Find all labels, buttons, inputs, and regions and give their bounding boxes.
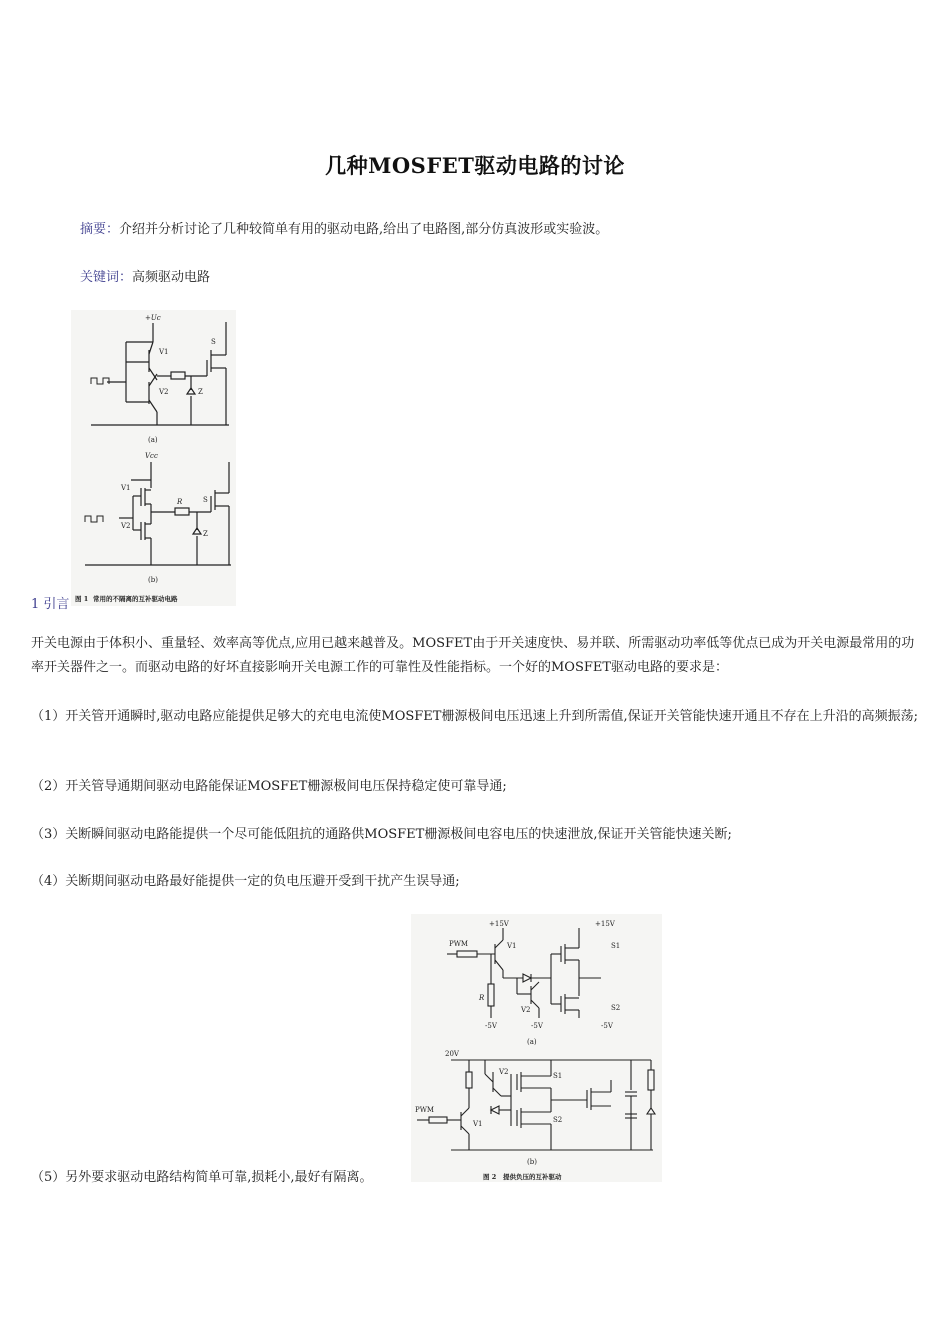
keywords-text: 高频驱动电路 — [132, 270, 211, 285]
fig2-pwm-a: PWM — [449, 940, 469, 948]
fig2-p15b: +15V — [595, 920, 615, 928]
fig2-m5a: -5V — [485, 1022, 497, 1030]
fig2-caption-num: 图 2 — [483, 1173, 497, 1181]
fig2-m5b: -5V — [531, 1022, 543, 1030]
keywords-label: 关键词： — [80, 270, 133, 285]
fig1-z-b: Z — [203, 530, 208, 538]
fig2-s2-a: S2 — [611, 1004, 621, 1012]
figure-1-circuit — [71, 310, 236, 606]
fig2-r-a: R — [479, 994, 485, 1002]
fig1-v1-a: V1 — [159, 348, 169, 356]
requirement-4: （4）关断期间驱动电路最好能提供一定的负电压避开受到干扰产生误导通; — [31, 874, 460, 889]
abstract-text: 介绍并分析讨论了几种较简单有用的驱动电路,给出了电路图,部分仿真波形或实验波。 — [119, 222, 609, 237]
fig2-pwm-b: PWM — [415, 1106, 435, 1114]
requirement-5: （5）另外要求驱动电路结构简单可靠,损耗小,最好有隔离。 — [31, 1170, 373, 1185]
abstract-label: 摘要： — [80, 222, 120, 237]
fig1-vcc-a: +Uc — [145, 314, 161, 322]
fig2-v1-b: V1 — [473, 1120, 483, 1128]
fig1-v2-a: V2 — [159, 388, 169, 396]
fig1-vcc-b: Vcc — [145, 452, 158, 460]
figure-2-circuit — [411, 914, 662, 1182]
fig2-p15a: +15V — [489, 920, 509, 928]
fig2-s1-a: S1 — [611, 942, 621, 950]
fig2-s2-b: S2 — [553, 1116, 563, 1124]
fig1-caption-text: 常用的不隔离的互补驱动电路 — [93, 595, 178, 603]
fig2-caption-text: 提供负压的互补驱动 — [503, 1173, 562, 1181]
section-1-heading: 1 引言 — [31, 597, 70, 612]
fig1-s-a: S — [211, 338, 216, 346]
keywords — [80, 266, 210, 285]
fig1-r-b: R — [177, 498, 183, 506]
fig1-v2-b: V2 — [121, 522, 131, 530]
requirement-1: （1）开关管开通瞬时,驱动电路应能提供足够大的充电电流使MOSFET栅源极间电压迅速上升到所需值,保证开关管能快速开通且不存在上升沿的高频振荡; — [31, 709, 918, 724]
intro-paragraph: 开关电源由于体积小、重量轻、效率高等优点,应用已越来越普及。MOSFET由于开关速度快、易并联、所需驱动功率低等优点已成为开关电源最常用的功率开关器件之一。而驱动电路的好坏直接影响开关电源工作的可靠性及性能指标。一个好的MOSFET驱动电路的要求是： — [31, 636, 915, 675]
fig2-s1-b: S1 — [553, 1072, 563, 1080]
fig1-sub-a: (a) — [148, 436, 158, 444]
fig1-caption-num: 图 1 — [75, 595, 89, 603]
fig2-sub-a: (a) — [527, 1038, 537, 1046]
fig1-s-b: S — [203, 496, 208, 504]
fig1-z-a: Z — [198, 388, 203, 396]
fig2-m5c: -5V — [601, 1022, 613, 1030]
page-title: 几种MOSFET驱动电路的讨论 — [325, 153, 625, 178]
fig1-sub-b: (b) — [148, 576, 158, 584]
fig1-v1-b: V1 — [121, 484, 131, 492]
fig2-v1-a: V1 — [507, 942, 517, 950]
fig2-sub-b: (b) — [527, 1158, 537, 1166]
requirement-3: （3）关断瞬间驱动电路能提供一个尽可能低阻抗的通路供MOSFET栅源极间电容电压的快速泄放,保证开关管能快速关断; — [31, 827, 732, 842]
requirement-2: （2）开关管导通期间驱动电路能保证MOSFET栅源极间电压保持稳定使可靠导通; — [31, 779, 507, 794]
fig2-v20: 20V — [445, 1050, 459, 1058]
abstract — [80, 218, 608, 237]
fig2-v2-a: V2 — [521, 1006, 531, 1014]
fig2-v2-b: V2 — [499, 1068, 509, 1076]
